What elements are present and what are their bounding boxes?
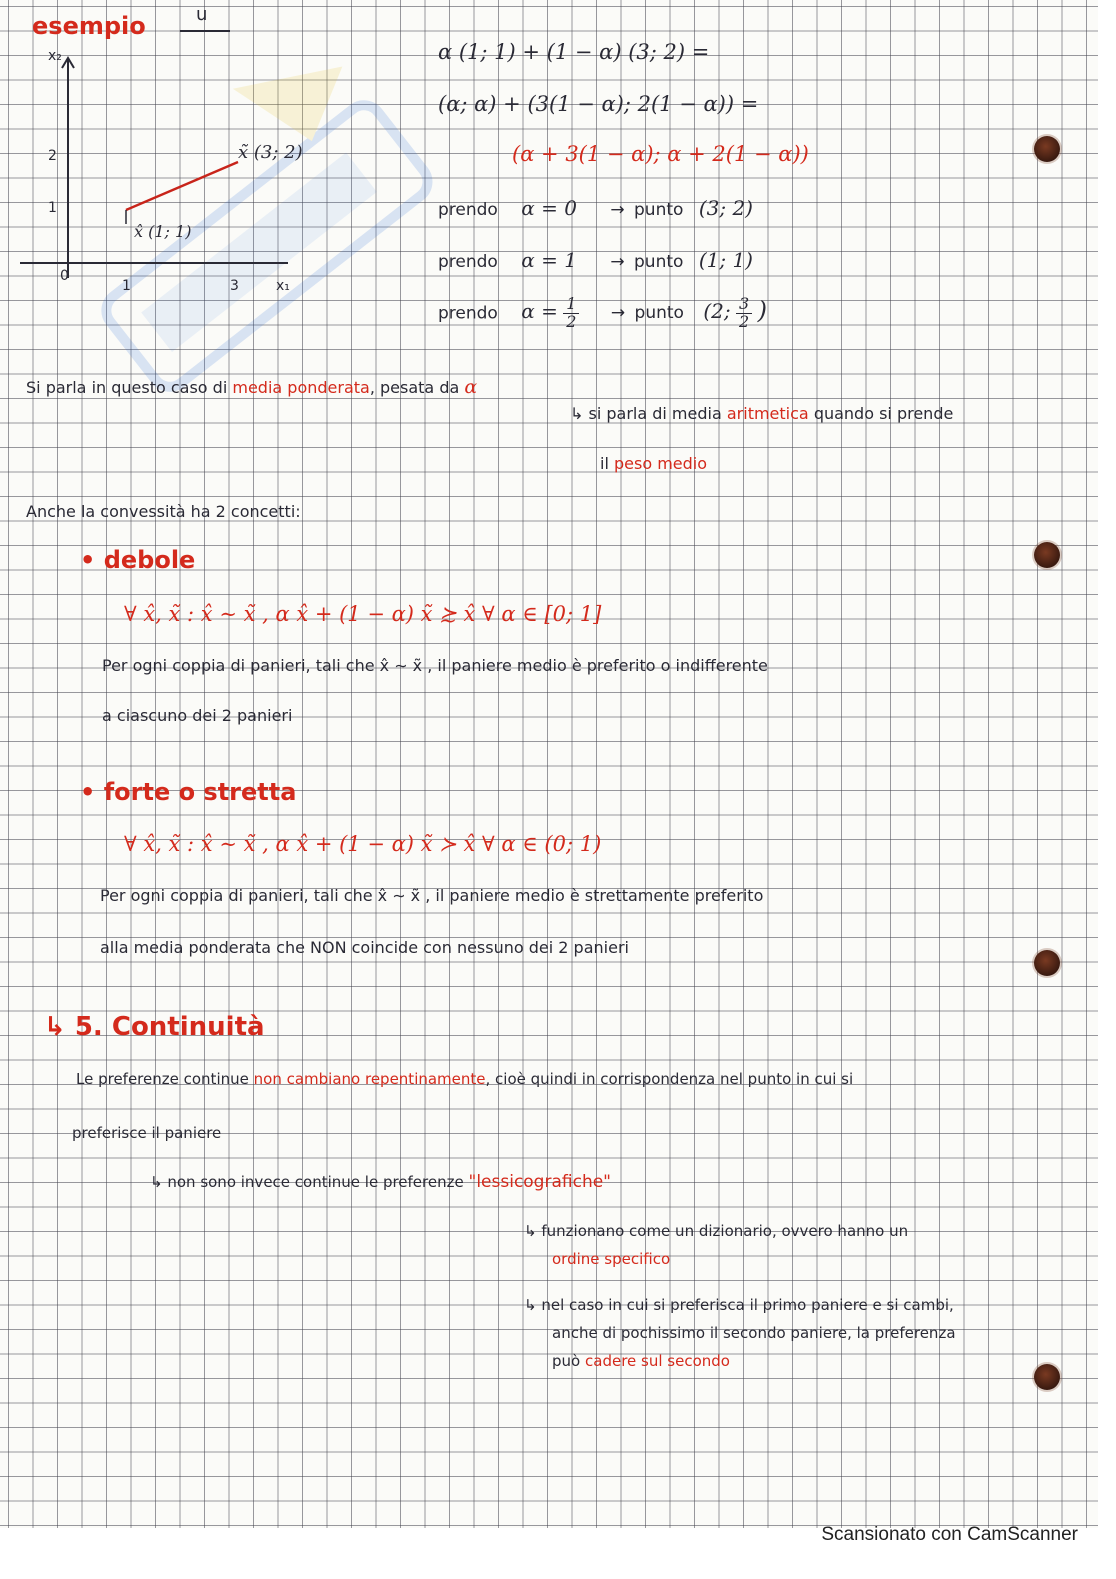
- punto-label: punto: [634, 303, 684, 324]
- alpha-value: α =: [521, 299, 558, 324]
- strong-convexity-heading: [80, 778, 296, 806]
- weighted-mean-line: [26, 376, 477, 398]
- alpha-denominator: 2: [566, 311, 577, 331]
- continuity-heading: ↳ 5. Continuità: [44, 1012, 265, 1042]
- binder-hole: [1034, 1364, 1060, 1390]
- binder-hole: [1034, 542, 1060, 568]
- scanner-footer: Scansionato con CamScanner: [821, 1524, 1078, 1545]
- y-tick-2: 2: [48, 148, 57, 164]
- weighted-mean-text-post: , pesata da: [369, 378, 460, 397]
- y-axis-label: x₂: [48, 48, 62, 64]
- arithmetic-mean-note: [570, 404, 953, 423]
- point-tilde-label: x̃ (3; 2): [238, 142, 303, 163]
- u-label: u: [196, 4, 208, 25]
- example-title: esempio: [32, 12, 146, 40]
- point-y-denominator: 2: [739, 311, 750, 331]
- specific-order-term: ordine specifico: [552, 1250, 671, 1268]
- computation-line-2: (α; α) + (3(1 − α); 2(1 − α)) =: [438, 92, 759, 116]
- point-value: (3; 2): [698, 196, 753, 220]
- continuity-line-2: preferisce il paniere: [72, 1124, 222, 1142]
- lexicographic-term: "lessicografiche": [468, 1172, 611, 1192]
- punto-label: punto: [634, 252, 684, 272]
- point-hat-label: x̂ (1; 1): [134, 222, 192, 241]
- continuity-text: Le preferenze continue: [76, 1070, 249, 1088]
- alpha-numerator: 1: [563, 296, 579, 314]
- bullet-icon: •: [80, 778, 96, 806]
- second-basket-line-3: [552, 1352, 730, 1370]
- weak-description-2: a ciascuno dei 2 panieri: [102, 706, 293, 725]
- point-value-open: (2;: [703, 299, 731, 324]
- second-basket-line-1: [524, 1296, 954, 1314]
- budget-segment: [126, 162, 238, 210]
- case-row-2: [438, 248, 753, 272]
- prendo-label: prendo: [438, 252, 498, 272]
- weighted-mean-term: media ponderata: [232, 378, 370, 397]
- prendo-label: prendo: [438, 200, 498, 220]
- peso-medio-line: [600, 454, 707, 473]
- arrow-icon: →: [610, 303, 626, 324]
- continuity-red-term: non cambiano repentinamente: [253, 1070, 486, 1088]
- arrow-icon: ↳: [150, 1173, 163, 1191]
- continuity-text-post: , cioè quindi in corrispondenza nel punto in cui si: [485, 1070, 854, 1088]
- arithmetic-note-text: si parla di media: [588, 404, 722, 423]
- case-row-1: [438, 196, 753, 220]
- point-y-fraction: [736, 296, 752, 331]
- y-tick-1: 1: [48, 200, 57, 216]
- alpha-fraction: [563, 296, 579, 331]
- bullet-icon: •: [80, 546, 96, 574]
- peso-medio-text: il: [600, 454, 609, 473]
- binder-hole: [1034, 136, 1060, 162]
- strong-formula: ∀ x̂, x̃ : x̂ ∼ x̃ , α x̂ + (1 − α) x̃ ≻ x̂ ∀ α ∈ (0; 1): [124, 832, 602, 856]
- point-y-numerator: 3: [736, 296, 752, 314]
- dictionary-line: [524, 1222, 908, 1240]
- computation-line-3: (α + 3(1 − α); α + 2(1 − α)): [512, 142, 809, 166]
- arrow-icon: ↳: [524, 1222, 537, 1240]
- alpha-value: α = 0: [521, 196, 577, 220]
- arithmetic-term: aritmetica: [726, 404, 809, 423]
- weak-description-1: Per ogni coppia di panieri, tali che x̂ ∼ x̃ , il paniere medio è preferito o indifferente: [102, 656, 768, 675]
- lexicographic-line: [150, 1172, 611, 1192]
- dictionary-text: funzionano come un dizionario, ovvero hanno un: [541, 1222, 909, 1240]
- convexity-intro: Anche la convessità ha 2 concetti:: [26, 502, 301, 521]
- arrow-icon: ↳: [570, 404, 584, 423]
- point-value: (1; 1): [698, 248, 753, 272]
- point-value-close: ): [757, 296, 767, 325]
- x-axis-label: x₁: [276, 278, 290, 294]
- weighted-mean-text: Si parla in questo caso di: [26, 378, 228, 397]
- arrow-icon: →: [610, 200, 625, 220]
- alpha-value: α = 1: [521, 248, 577, 272]
- peso-medio-term: peso medio: [613, 454, 708, 473]
- second-basket-line-2: anche di pochissimo il secondo paniere, la preferenza: [552, 1324, 956, 1342]
- arithmetic-note-post: quando si prende: [813, 404, 954, 423]
- alpha-symbol: α: [464, 376, 478, 398]
- x-tick-3: 3: [230, 278, 239, 294]
- strong-title: forte o stretta: [103, 778, 297, 806]
- computation-line-1: α (1; 1) + (1 − α) (3; 2) =: [438, 40, 710, 64]
- x-tick-1: 1: [122, 278, 131, 294]
- second-basket-text-3: può: [552, 1352, 581, 1370]
- weak-title: debole: [103, 546, 196, 574]
- strong-description-2: alla media ponderata che NON coincide con nessuno dei 2 panieri: [100, 938, 629, 957]
- strong-description-1: Per ogni coppia di panieri, tali che x̂ ∼ x̃ , il paniere medio è strettamente preferito: [100, 886, 764, 905]
- arrow-icon: →: [610, 252, 625, 272]
- case-row-3: [438, 296, 767, 331]
- fall-on-second-term: cadere sul secondo: [585, 1352, 730, 1370]
- continuity-line-1: [76, 1070, 853, 1088]
- weak-convexity-heading: [80, 546, 195, 574]
- weak-formula: ∀ x̂, x̃ : x̂ ∼ x̃ , α x̂ + (1 − α) x̃ ≿ x̂ ∀ α ∈ [0; 1]: [124, 602, 602, 626]
- lexicographic-text: non sono invece continue le preferenze: [167, 1173, 464, 1191]
- binder-hole: [1034, 950, 1060, 976]
- punto-label: punto: [634, 200, 684, 220]
- arrow-icon: ↳: [524, 1296, 537, 1314]
- second-basket-text-1: nel caso in cui si preferisca il primo paniere e si cambi,: [541, 1296, 954, 1314]
- origin-label: 0: [60, 268, 69, 284]
- prendo-label: prendo: [438, 303, 498, 324]
